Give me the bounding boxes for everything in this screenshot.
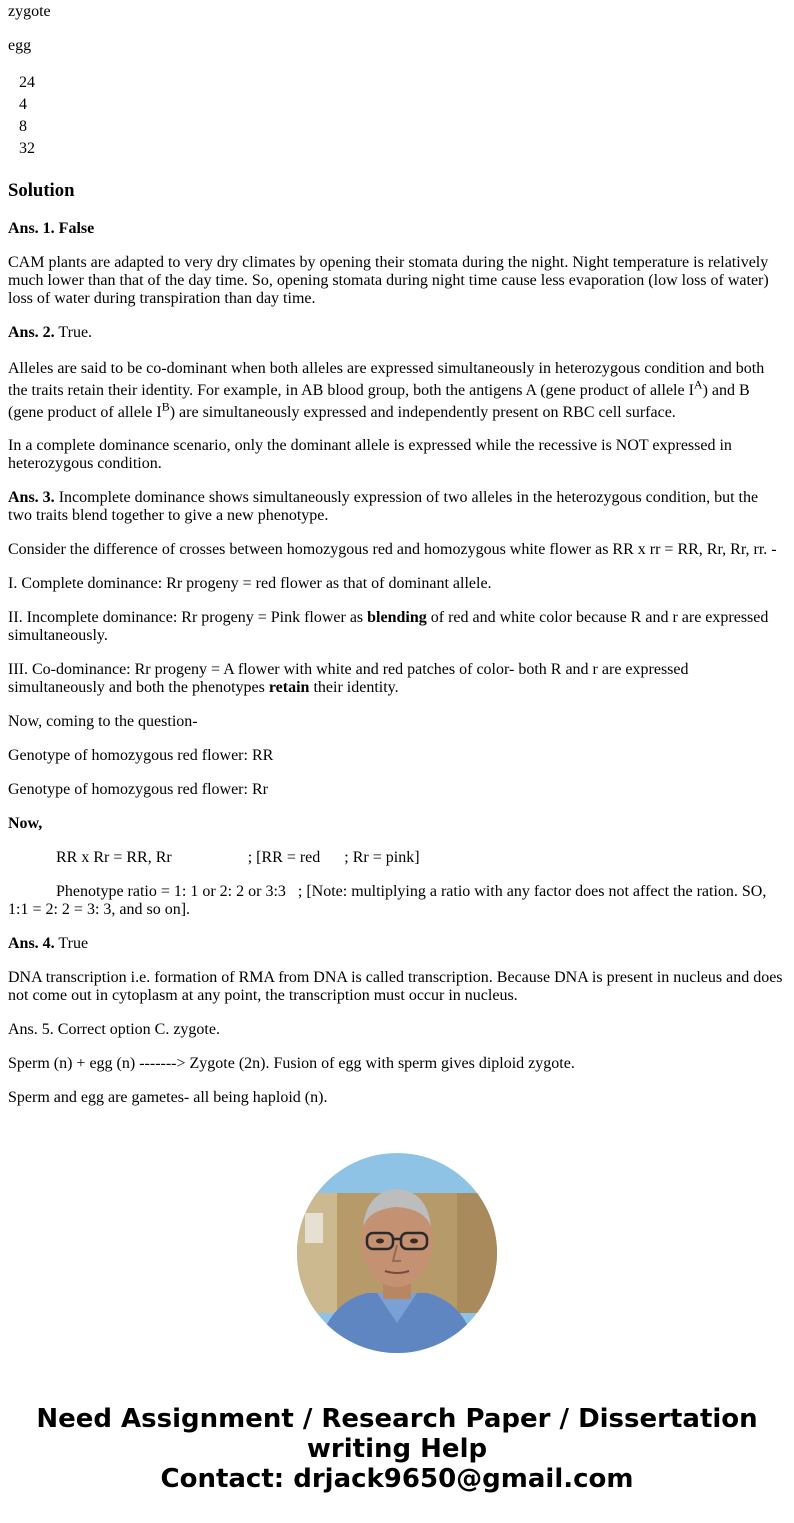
ans1-label-text: Ans. 1. False (8, 220, 95, 237)
ans3-ii-part-b: of red and white color because R and r are expressed simultaneously. (8, 609, 769, 644)
ans3-iii-part-a: III. Co-dominance: Rr progeny = A flower with white and red patches of color- both R and r are expressed simultaneously and both the phenotypes (8, 661, 689, 696)
allele-superscript-a: A (693, 377, 703, 392)
ans3-paragraph (8, 489, 786, 525)
ans3-now-text: Now, (8, 815, 43, 832)
ans2-value: True. (54, 324, 93, 341)
ans5-label: Ans. 5. Correct option C. zygote. (8, 1021, 220, 1038)
choice-item: 8 (19, 118, 27, 135)
ans3-incomplete-dominance (8, 609, 786, 645)
ans3-cross: Consider the difference of crosses between homozygous red and homozygous white flower as RR x rr = RR, Rr, Rr, rr. - (8, 541, 777, 558)
ans3-text: Incomplete dominance shows simultaneously expression of two alleles in the heterozygous condition, but the two traits blend together to give a new phenotype. (8, 489, 759, 524)
choice-item: 32 (19, 140, 35, 157)
ans3-iii-part-b: their identity. (309, 679, 399, 696)
footer-line-1: Need Assignment / Research Paper / Dissertation (36, 1404, 758, 1434)
ans2-p1-part-b: ) and B (gene product of allele I (8, 382, 750, 421)
ans2-line (8, 324, 92, 342)
ans1-text: CAM plants are adapted to very dry climates by opening their stomata during the night. Night temperature is relatively much lower than that of the day time. So, opening stomata during night time cause less evaporation (low loss of water) loss of water during transpiration than day time. (8, 254, 769, 307)
ans3-co-dominance (8, 661, 786, 697)
ans2-label: Ans. 2. (8, 324, 55, 341)
allele-superscript-b: B (161, 399, 170, 414)
ans3-ii-bold: blending (367, 609, 427, 626)
footer-line-2: writing Help (306, 1434, 488, 1464)
solution-heading: Solution (8, 180, 75, 201)
choice-item: 4 (19, 96, 27, 113)
ans2-paragraph-1 (8, 358, 786, 424)
ans4-line (8, 935, 88, 953)
ans2-paragraph-2: In a complete dominance scenario, only the dominant allele is expressed while the recessive is NOT expressed in heterozygous condition. (8, 437, 732, 472)
footer-contact-email: Contact: drjack9650@gmail.com (160, 1464, 634, 1494)
ans3-complete-dominance: I. Complete dominance: Rr progeny = red flower as that of dominant allele. (8, 575, 492, 592)
ans5-text-2: Sperm and egg are gametes- all being haploid (n). (8, 1089, 328, 1106)
ans3-iii-bold: retain (268, 679, 310, 696)
avatar (297, 1153, 497, 1353)
ans4-value: True (54, 935, 89, 952)
choice-item: 24 (19, 74, 35, 91)
ans5-text-1: Sperm (n) + egg (n) -------> Zygote (2n). Fusion of egg with sperm gives diploid zygote. (8, 1055, 575, 1072)
ans1-label (8, 220, 94, 238)
ans3-now-question: Now, coming to the question- (8, 713, 198, 730)
ans3-phenotype-ratio: Phenotype ratio = 1: 1 or 2: 2 or 3:3 ; [Note: multiplying a ratio with any factor does not affect the ration. SO, 1:1 = 2: 2 = 3: 3, and so on]. (8, 883, 771, 918)
avatar-portrait (297, 1153, 497, 1353)
ans2-p1-part-a: Alleles are said to be co-dominant when both alleles are expressed simultaneously in heterozygous condition and both the traits retain their identity. For example, in AB blood group, both the antigens A (gene product of allele I (8, 360, 765, 399)
ans3-ii-part-a: II. Incomplete dominance: Rr progeny = Pink flower as (8, 609, 368, 626)
ans3-label: Ans. 3. (8, 489, 55, 506)
ans3-genotype-rr: Genotype of homozygous red flower: RR (8, 747, 274, 764)
option-zygote: zygote (8, 3, 51, 20)
option-egg: egg (8, 37, 32, 54)
ans3-equation: RR x Rr = RR, Rr ; [RR = red ; Rr = pink] (8, 849, 420, 866)
contact-footer (0, 1404, 794, 1494)
ans2-p1-part-c: ) are simultaneously expressed and independently present on RBC cell surface. (169, 404, 676, 421)
ans3-genotype-rr-hetero: Genotype of homozygous red flower: Rr (8, 781, 268, 798)
ans4-text: DNA transcription i.e. formation of RMA from DNA is called transcription. Because DNA is present in nucleus and does not come out in cytoplasm at any point, the transcription must occur in nucleus. (8, 969, 783, 1004)
ans4-label: Ans. 4. (8, 935, 55, 952)
ans3-now (8, 815, 42, 833)
